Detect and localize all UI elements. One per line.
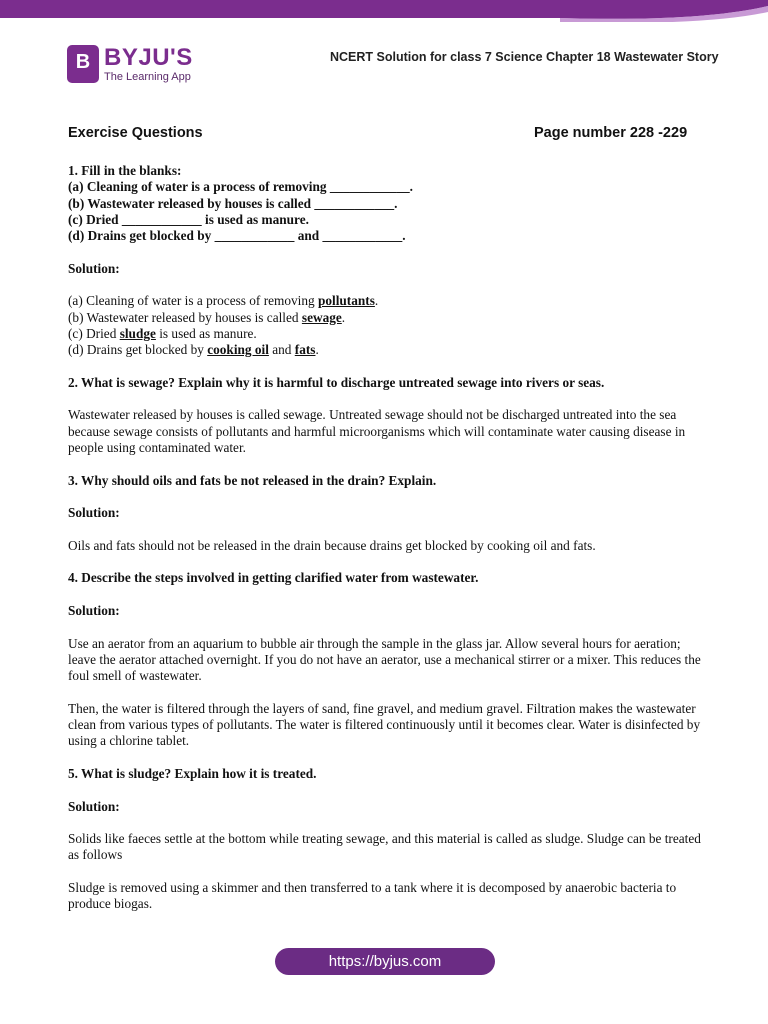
logo-tagline: The Learning App <box>104 70 191 83</box>
answer-term: sewage <box>301 309 342 325</box>
document-body <box>68 163 708 913</box>
answer-term: fats <box>294 342 316 358</box>
logo-letter: B <box>75 51 91 73</box>
question-3-answer: Oils and fats should not be released in the drain because drains get blocked by cooking oil and fats. <box>68 537 596 553</box>
solution-label: Solution: <box>68 260 120 276</box>
solution-label: Solution: <box>68 798 120 814</box>
question-5-title: 5. What is sludge? Explain how it is treated. <box>68 765 317 781</box>
solution-label: Solution: <box>68 603 120 619</box>
answer-d: (d) Drains get blocked by cooking oil and fats. <box>68 342 319 358</box>
answer-a: (a) Cleaning of water is a process of removing pollutants. <box>68 293 379 309</box>
question-1-title: 1. Fill in the blanks: <box>68 163 182 178</box>
answer-term: cooking oil <box>207 342 269 358</box>
section-title: Exercise Questions <box>68 125 203 141</box>
answer-b: (b) Wastewater released by houses is called sewage. <box>68 309 346 325</box>
solution-label: Solution: <box>68 505 120 521</box>
question-2-answer: Wastewater released by houses is called sewage. Untreated sewage should not be discharged untreated into the sea because sewage consists of pollutants and harmful microorganisms which will contaminate water causing disease in people using contaminated water. <box>68 407 686 456</box>
logo-name: BYJU'S <box>104 43 193 71</box>
logo-badge <box>67 45 99 83</box>
document-title: NCERT Solution for class 7 Science Chapter 18 Wastewater Story <box>330 50 719 64</box>
blank-a: (a) Cleaning of water is a process of removing ____________. <box>68 179 413 195</box>
question-4-title: 4. Describe the steps involved in getting clarified water from wastewater. <box>68 570 479 586</box>
footer-url-link[interactable]: https://byjus.com <box>275 948 495 975</box>
blank-d: (d) Drains get blocked by ____________ and ____________. <box>68 228 406 244</box>
question-5-answer-paragraph: Solids like faeces settle at the bottom while treating sewage, and this material is called as sludge. Sludge can be treated as follows <box>68 831 701 863</box>
question-4-answer-paragraph: Then, the water is filtered through the layers of sand, fine gravel, and medium gravel. Filtration makes the wastewater clean from various types of pollutants. The water is filtered continuously until it becomes clear. Water is disinfected by using a chlorine tablet. <box>68 700 701 749</box>
logo-text <box>104 43 193 83</box>
question-2-title: 2. What is sewage? Explain why it is harmful to discharge untreated sewage into rivers or seas. <box>68 374 605 390</box>
blank-b: (b) Wastewater released by houses is called ____________. <box>68 195 398 211</box>
question-3-title: 3. Why should oils and fats be not released in the drain? Explain. <box>68 472 437 488</box>
top-decorative-bar <box>0 0 768 22</box>
byjus-logo <box>67 45 193 83</box>
question-4-answer-paragraph: Use an aerator from an aquarium to bubble air through the sample in the glass jar. Allow several hours for aeration; leave the aerator attached overnight. If you do not have an aerator, use a mechanical stirrer or a mixer. This reduces the foul smell of wastewater. <box>68 635 701 684</box>
question-5-answer-paragraph: Sludge is removed using a skimmer and then transferred to a tank where it is decomposed by anaerobic bacteria to produce biogas. <box>68 880 677 912</box>
answer-c: (c) Dried sludge is used as manure. <box>68 325 257 341</box>
blank-c: (c) Dried ____________ is used as manure. <box>68 211 309 227</box>
page-number: Page number 228 -229 <box>534 125 688 141</box>
answer-term: sludge <box>119 325 156 341</box>
answer-term: pollutants <box>317 293 375 309</box>
